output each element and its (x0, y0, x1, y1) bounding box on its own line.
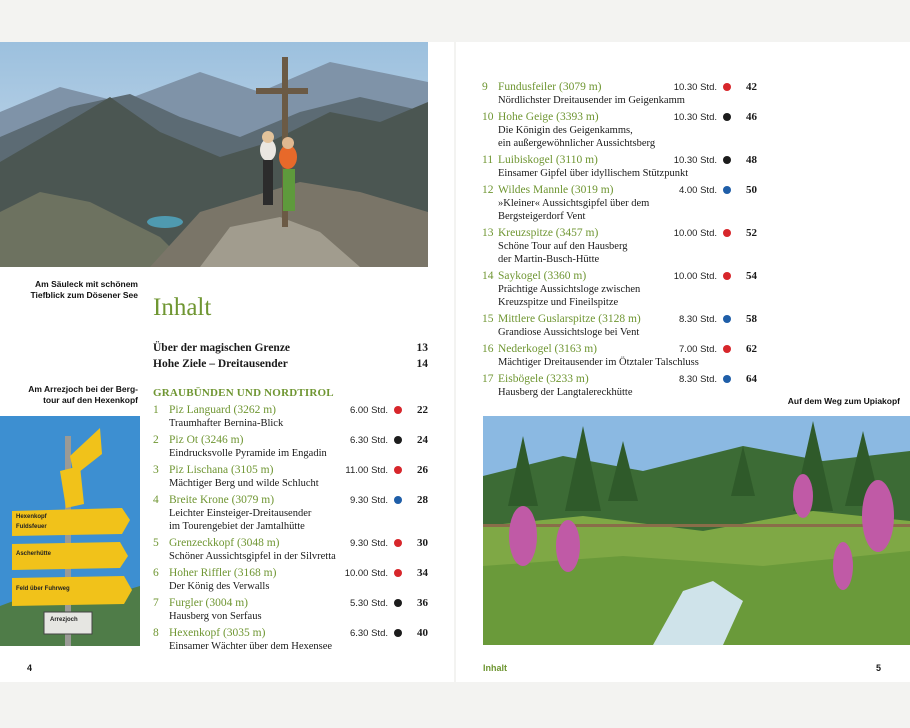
toc-entry[interactable] (153, 566, 428, 593)
page-title: Inhalt (153, 294, 212, 321)
entry-page: 48 (746, 154, 757, 166)
entry-title: Hoher Riffler (3168 m) (169, 567, 277, 579)
photo-caption-meadow: Auf dem Weg zum Upiakopf (787, 396, 900, 406)
toc-entry[interactable] (153, 493, 428, 533)
entry-description: Bergsteigerdorf Vent (498, 211, 586, 222)
page-number: 5 (876, 663, 882, 673)
toc-intro-row[interactable] (153, 342, 428, 354)
difficulty-dot-icon (394, 436, 402, 444)
meadow-photo (483, 416, 910, 645)
difficulty-dot-icon (723, 113, 731, 121)
entry-duration: 10.00 Std. (673, 227, 717, 239)
entry-number: 3 (153, 464, 159, 476)
toc-entry[interactable] (153, 536, 428, 563)
entry-title: Fundusfeiler (3079 m) (498, 81, 602, 93)
entry-page: 64 (746, 373, 757, 385)
entry-page: 54 (746, 270, 757, 282)
difficulty-dot-icon (723, 272, 731, 280)
entry-number: 7 (153, 597, 159, 609)
difficulty-dot-icon (394, 629, 402, 637)
entry-title: Piz Languard (3262 m) (169, 404, 276, 416)
entry-page: 36 (417, 597, 428, 609)
toc-entry[interactable] (482, 153, 757, 180)
toc-entry[interactable] (482, 110, 757, 150)
toc-entry[interactable] (153, 463, 428, 490)
entry-duration: 6.30 Std. (349, 434, 388, 446)
entry-title: Furgler (3004 m) (169, 597, 249, 609)
entry-page: 46 (746, 111, 757, 123)
entry-page: 22 (417, 404, 428, 416)
toc-entry[interactable] (153, 596, 428, 623)
entry-number: 12 (482, 184, 494, 196)
toc-entry[interactable] (482, 312, 757, 339)
entry-page: 52 (746, 227, 757, 239)
entry-description: Mächtiger Berg und wilde Schlucht (169, 478, 319, 489)
entry-description: Schöner Aussichtsgipfel in der Silvretta (169, 551, 336, 562)
entry-description: Schöne Tour auf den Hausberg (498, 241, 628, 252)
difficulty-dot-icon (723, 229, 731, 237)
toc-entry[interactable] (153, 433, 428, 460)
toc-entry[interactable] (482, 269, 757, 309)
toc-intro-page: 14 (416, 358, 428, 370)
entry-description: Kreuzspitze und Fineilspitze (498, 297, 619, 308)
entry-number: 17 (482, 373, 494, 385)
entry-number: 11 (482, 154, 494, 166)
toc-entry[interactable] (482, 183, 757, 223)
difficulty-dot-icon (723, 186, 731, 194)
entry-duration: 8.30 Std. (678, 373, 717, 385)
photo-caption-summit: Am Säuleck mit schönem Tiefblick zum Dösener See (30, 279, 138, 300)
entry-description: im Tourengebiet der Jamtalhütte (169, 521, 305, 532)
entry-number: 2 (153, 434, 159, 446)
entry-title: Eisbögele (3233 m) (498, 373, 589, 385)
entry-duration: 9.30 Std. (349, 537, 388, 549)
section-heading: GRAUBÜNDEN UND NORDTIROL (153, 387, 334, 399)
entry-description: Einsamer Wächter über dem Hexensee (169, 641, 333, 652)
difficulty-dot-icon (723, 345, 731, 353)
entry-title: Hexenkopf (3035 m) (169, 627, 266, 639)
entry-title: Saykogel (3360 m) (498, 270, 587, 282)
entry-duration: 6.00 Std. (349, 404, 388, 416)
entry-number: 13 (482, 227, 494, 239)
entry-number: 10 (482, 111, 494, 123)
sign-label: Ascherhütte (16, 551, 52, 557)
difficulty-dot-icon (394, 539, 402, 547)
entry-description: Leichter Einsteiger-Dreitausender (169, 508, 312, 519)
difficulty-dot-icon (723, 375, 731, 383)
toc-entry[interactable] (482, 80, 757, 107)
entry-number: 5 (153, 537, 159, 549)
signpost-photo (0, 416, 140, 646)
right-page (456, 42, 910, 682)
entry-page: 28 (417, 494, 428, 506)
left-page (0, 42, 454, 682)
entry-description: Grandiose Aussichtsloge bei Vent (498, 327, 640, 338)
sign-label: Hexenkopf (16, 514, 47, 520)
entry-page: 30 (417, 537, 428, 549)
sign-plate: Arrezjoch (50, 617, 78, 623)
entry-title: Kreuzspitze (3457 m) (498, 227, 599, 239)
toc-entry[interactable] (482, 372, 757, 399)
entry-page: 24 (417, 434, 428, 446)
entry-title: Piz Lischana (3105 m) (169, 464, 274, 476)
entry-description: Eindrucksvolle Pyramide im Engadin (169, 448, 327, 459)
entry-title: Luibiskogel (3110 m) (498, 154, 598, 166)
page-number: 4 (27, 663, 33, 673)
entry-number: 9 (482, 81, 488, 93)
entry-page: 42 (746, 81, 757, 93)
entry-duration: 10.30 Std. (673, 111, 717, 123)
entry-page: 62 (746, 343, 757, 355)
entry-number: 15 (482, 313, 494, 325)
entry-description: Mächtiger Dreitausender im Ötztaler Talschluss (498, 357, 699, 368)
entry-title: Mittlere Guslarspitze (3128 m) (498, 313, 641, 325)
entry-duration: 9.30 Std. (349, 494, 388, 506)
entry-duration: 4.00 Std. (678, 184, 717, 196)
entry-duration: 7.00 Std. (678, 343, 717, 355)
entry-title: Breite Krone (3079 m) (169, 494, 275, 506)
difficulty-dot-icon (394, 466, 402, 474)
entry-description: Die Königin des Geigenkamms, (498, 125, 633, 136)
toc-entry[interactable] (153, 626, 428, 653)
entry-page: 26 (417, 464, 428, 476)
entry-number: 1 (153, 404, 159, 416)
toc-entry[interactable] (482, 342, 757, 369)
sign-label: Fuldsfeuer (16, 524, 47, 530)
entry-description: »Kleiner« Aussichtsgipfel über dem (498, 198, 650, 209)
entry-number: 16 (482, 343, 494, 355)
entry-duration: 6.30 Std. (349, 627, 388, 639)
difficulty-dot-icon (394, 599, 402, 607)
entry-page: 40 (417, 627, 428, 639)
entry-number: 8 (153, 627, 159, 639)
entry-duration: 10.00 Std. (344, 567, 388, 579)
entry-duration: 10.00 Std. (673, 270, 717, 282)
toc-intro-label: Über der magischen Grenze (153, 342, 291, 354)
entry-title: Piz Ot (3246 m) (169, 434, 244, 446)
entry-duration: 8.30 Std. (678, 313, 717, 325)
entry-duration: 10.30 Std. (673, 81, 717, 93)
toc-entry[interactable] (153, 403, 428, 430)
entry-title: Grenzeckkopf (3048 m) (169, 537, 280, 549)
entry-description: Einsamer Gipfel über idyllischem Stützpunkt (498, 168, 689, 179)
entry-number: 6 (153, 567, 159, 579)
entry-page: 34 (417, 567, 428, 579)
entry-title: Hohe Geige (3393 m) (498, 111, 599, 123)
entry-description: Hausberg der Langtalereckhütte (498, 387, 633, 398)
entry-duration: 11.00 Std. (345, 464, 388, 476)
entry-description: Hausberg von Serfaus (169, 611, 262, 622)
entry-description: Traumhafter Bernina-Blick (169, 418, 284, 429)
entry-description: Prächtige Aussichtsloge zwischen (498, 284, 641, 295)
difficulty-dot-icon (394, 496, 402, 504)
entry-number: 14 (482, 270, 494, 282)
entry-description: Der König des Verwalls (169, 581, 270, 592)
entry-duration: 10.30 Std. (673, 154, 717, 166)
toc-entry[interactable] (482, 226, 757, 266)
photo-caption-signpost: Am Arrezjoch bei der Berg- tour auf den Hexenkopf (28, 384, 138, 405)
entry-title: Wildes Mannle (3019 m) (498, 184, 614, 196)
difficulty-dot-icon (723, 315, 731, 323)
toc-intro-page: 13 (416, 342, 428, 354)
entry-page: 50 (746, 184, 757, 196)
summit-photo (0, 42, 428, 267)
entry-description: Nördlichster Dreitausender im Geigenkamm (498, 95, 685, 106)
difficulty-dot-icon (723, 156, 731, 164)
difficulty-dot-icon (394, 569, 402, 577)
difficulty-dot-icon (394, 406, 402, 414)
entry-description: ein außergewöhnlicher Aussichtsberg (498, 138, 656, 149)
running-title: Inhalt (483, 663, 507, 673)
toc-intro-row[interactable] (153, 358, 428, 370)
entry-title: Nederkogel (3163 m) (498, 343, 597, 355)
toc-intro-label: Hohe Ziele – Dreitausender (153, 358, 288, 370)
difficulty-dot-icon (723, 83, 731, 91)
entry-number: 4 (153, 494, 159, 506)
entry-page: 58 (746, 313, 757, 325)
entry-description: der Martin-Busch-Hütte (498, 254, 600, 265)
entry-duration: 5.30 Std. (349, 597, 388, 609)
sign-label: Feld über Fuhrweg (16, 586, 70, 592)
